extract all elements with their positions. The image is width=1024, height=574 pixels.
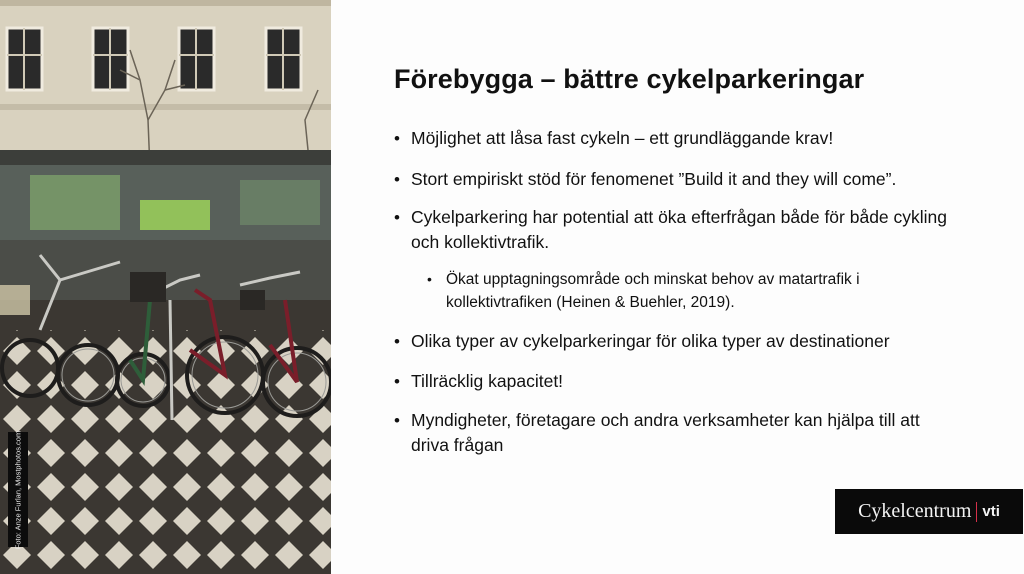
slide-title: Förebygga – bättre cykelparkeringar: [394, 64, 865, 94]
sub-bullet-text: Ökat upptagningsområde och minskat behov av matartrafik i kollektivtrafiken (Heinen & Buehler, 2019).: [446, 271, 860, 311]
bicycle-parking-image: [0, 0, 331, 574]
bullet-text: Tillräcklig kapacitet!: [411, 371, 564, 391]
bullet-text: Stort empiriskt stöd för fenomenet ”Build it and they will come”.: [411, 169, 897, 189]
bullet-dot: •: [394, 372, 400, 391]
logo-brand-text: Cykelcentrum: [858, 500, 972, 522]
photo-credit-text: Foto: Anze Furlan, Mostphotos.com: [13, 430, 23, 549]
bullet-dot: •: [427, 271, 432, 287]
bullet-dot: •: [394, 332, 400, 351]
bullet-dot: •: [394, 208, 400, 227]
logo-partner-text: vti: [982, 503, 1000, 520]
slide-photo: [0, 0, 331, 574]
bullet-dot: •: [394, 129, 400, 148]
bullet-text: Olika typer av cykelparkeringar för olika typer av destinationer: [411, 331, 890, 351]
photo-credit: [8, 432, 28, 547]
bullet-text: Myndigheter, företagare och andra verksamheter kan hjälpa till att driva frågan: [411, 410, 920, 455]
logo-separator: [976, 502, 977, 522]
bullet-dot: •: [394, 411, 400, 430]
cykelcentrum-vti-logo: [835, 489, 1023, 534]
bullet-dot: •: [394, 170, 400, 189]
bullet-text: Cykelparkering har potential att öka efterfrågan både för både cykling och kollektivtrafik.: [411, 207, 948, 252]
bullet-text: Möjlighet att låsa fast cykeln – ett grundläggande krav!: [411, 128, 834, 148]
